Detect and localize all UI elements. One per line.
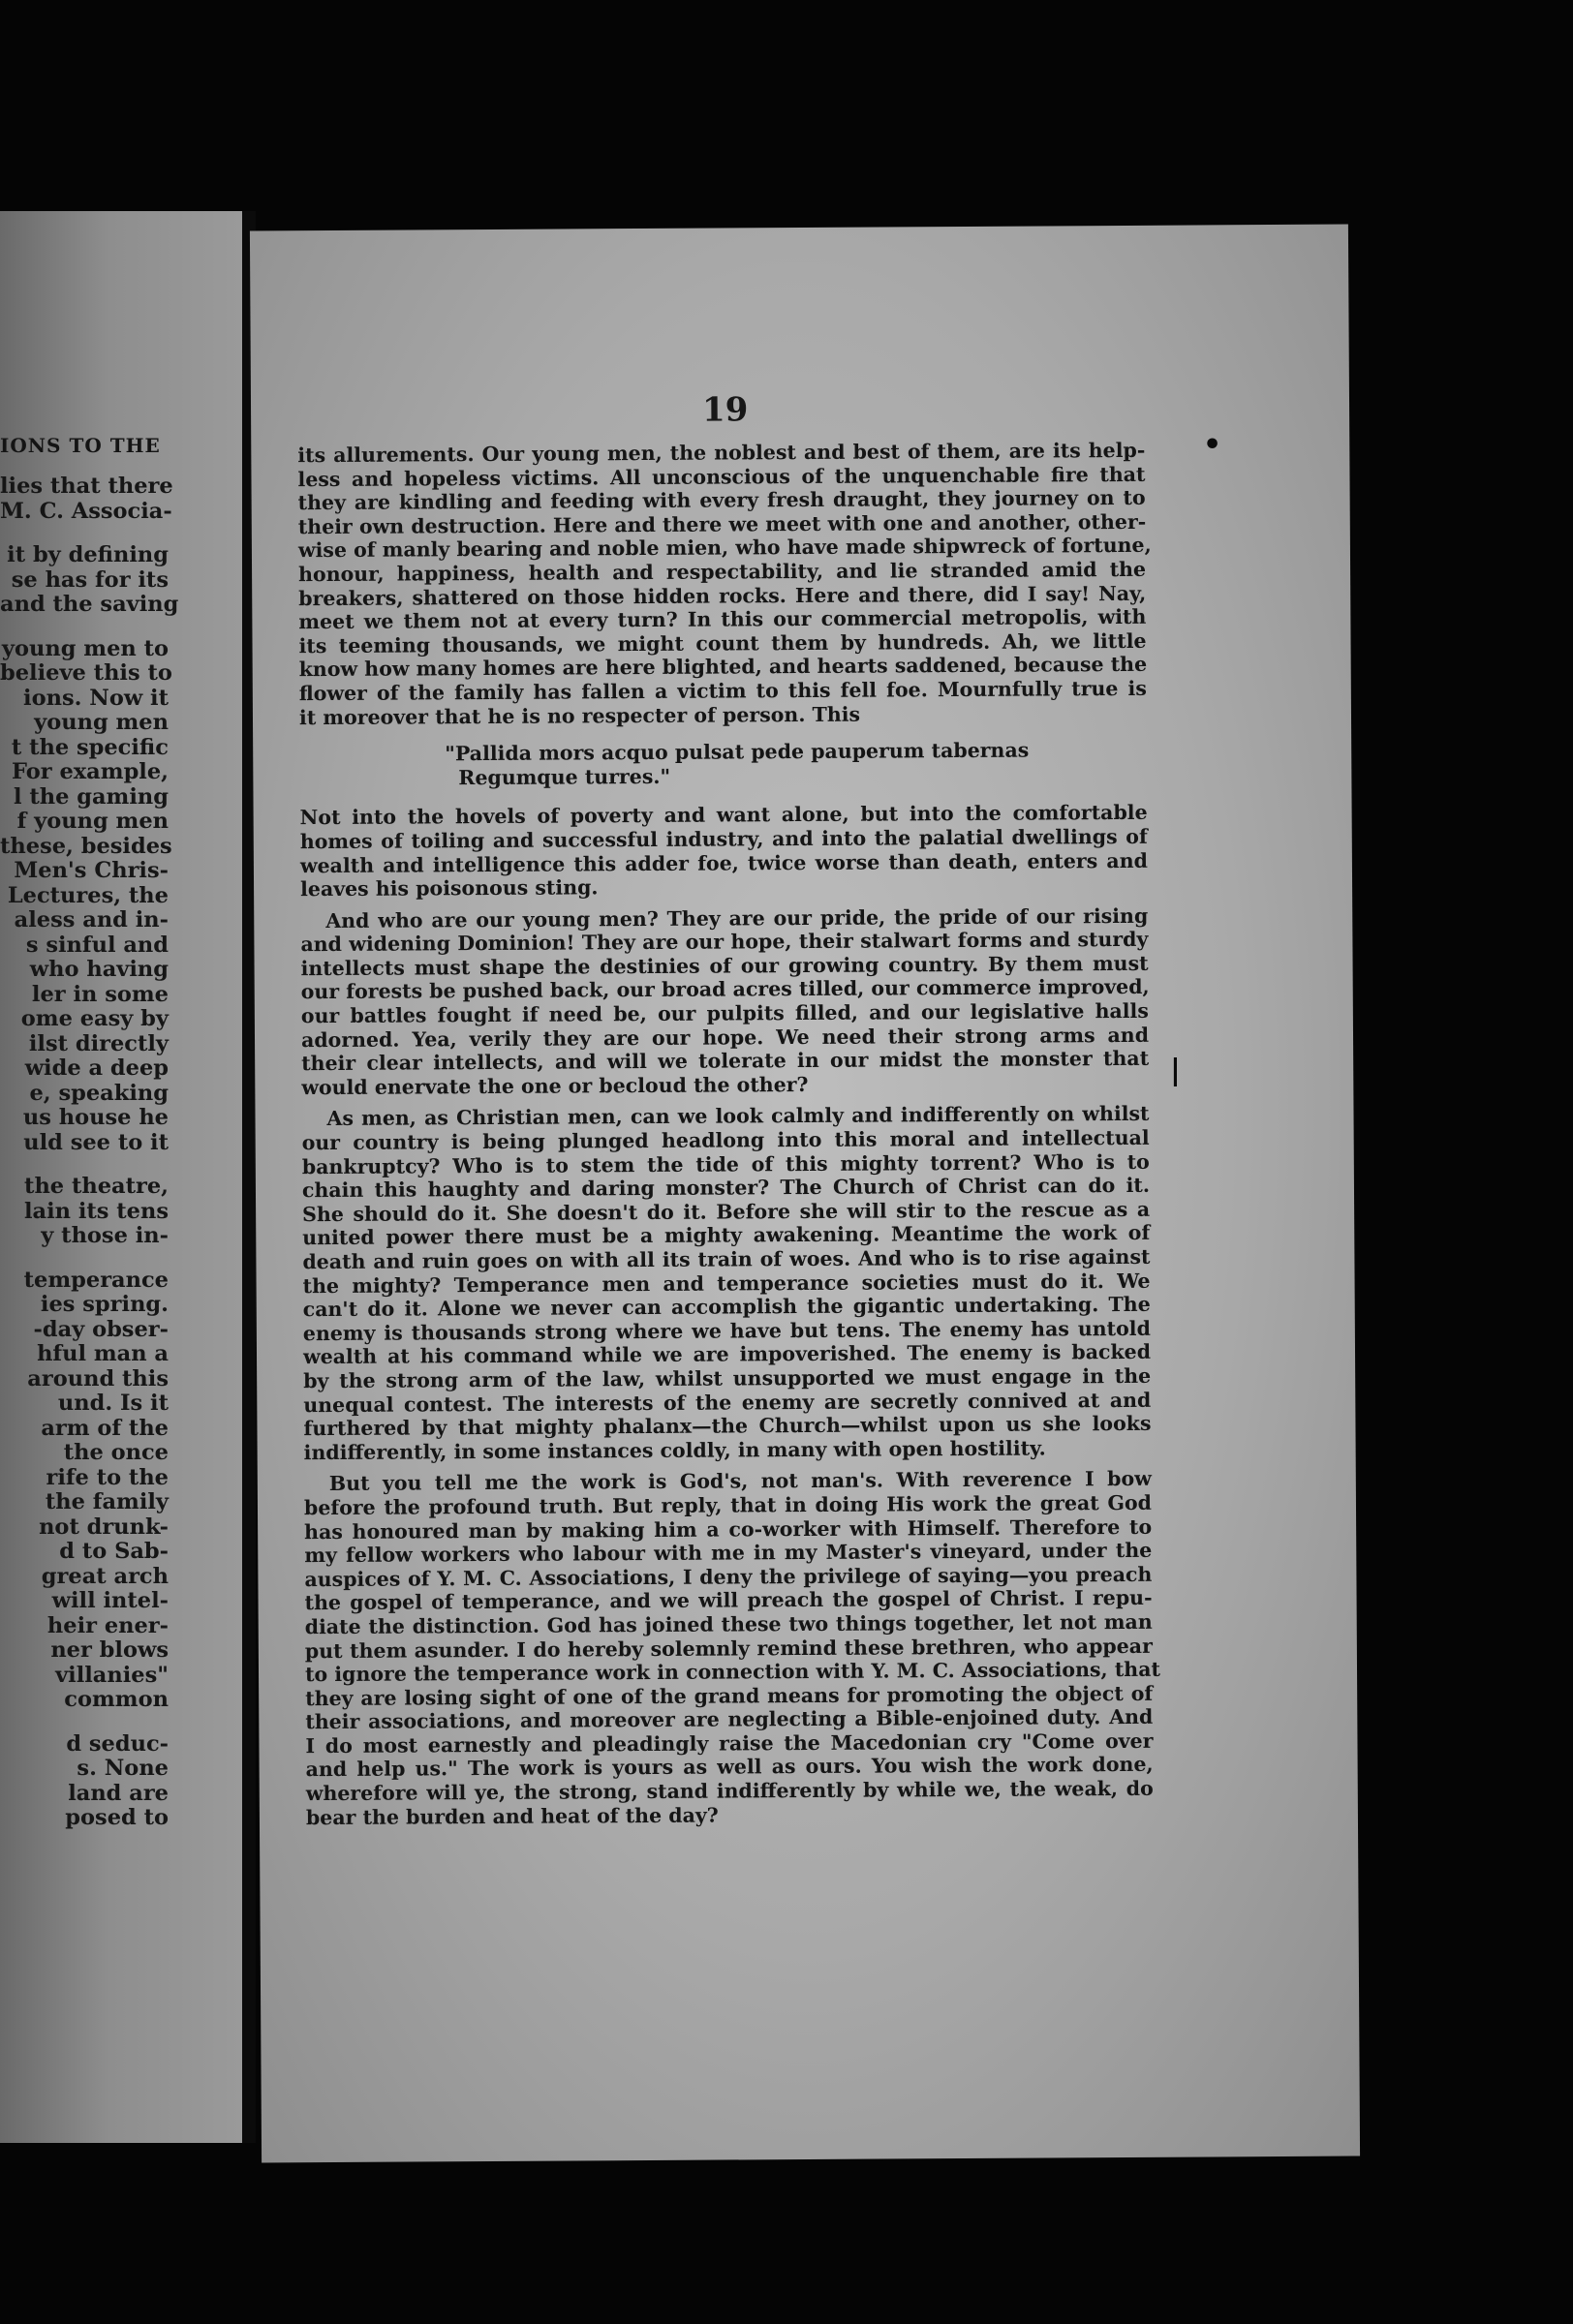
- left-page-line: these, besides: [0, 833, 172, 859]
- left-page-line: common: [64, 1687, 169, 1712]
- left-page-line: will intel-: [51, 1588, 169, 1613]
- text-line: Not into the hovels of poverty and want alone, but into the comfortable: [299, 801, 1148, 830]
- text-line: furthered by that mighty phalanx—the Church—whilst upon us she looks: [303, 1411, 1152, 1441]
- left-page-line: Lectures, the: [7, 882, 169, 908]
- left-page-line: ions. Now it: [23, 685, 169, 711]
- left-page-line: d seduc-: [66, 1730, 169, 1757]
- text-line: our country is being plunged headlong into this moral and intellectual: [301, 1125, 1150, 1155]
- text-line: their own destruction. Here and there we meet with one and another, other-: [297, 509, 1147, 538]
- left-page-gap: [0, 524, 242, 543]
- text-line: their associations, and moreover are neglecting a Bible-enjoined duty. And: [305, 1705, 1154, 1734]
- text-line: wealth at his command while we are impoverished. The enemy is backed: [302, 1340, 1152, 1369]
- text-line: meet we them not at every turn? In this our commercial metropolis, with: [298, 604, 1147, 634]
- left-page-line: the once: [63, 1440, 169, 1465]
- text-line: it moreover that he is no respecter of person. This: [298, 702, 861, 729]
- text-line: adorned. Yea, verily they are our hope. We need their strong arms and: [300, 1023, 1150, 1052]
- left-page-line: hful man a: [37, 1341, 169, 1366]
- left-page-line: For example,: [12, 759, 169, 784]
- text-line: their clear intellects, and will we tolerate in our midst the monster that: [301, 1047, 1150, 1076]
- left-page-line: s. None: [77, 1756, 169, 1781]
- quote-line: "Pallida mors acquo pulsat pede pauperum tabernas: [445, 738, 1030, 766]
- text-line: the gospel of temperance, and we will preach the gospel of Christ. I repu-: [304, 1586, 1153, 1615]
- text-line: my fellow workers who labour with me in my Master's vineyard, under the: [304, 1538, 1153, 1568]
- left-page-line: not drunk-: [39, 1514, 169, 1540]
- left-page-line: se has for its: [11, 566, 169, 593]
- text-line: I do most earnestly and pleadingly raise the Macedonian cry "Come over: [305, 1728, 1154, 1758]
- left-page-gap: [0, 1155, 242, 1175]
- left-page-line: around this: [27, 1365, 169, 1391]
- text-line: before the profound truth. But reply, that in doing His work the great God: [303, 1490, 1153, 1520]
- left-page-line: and the saving: [0, 592, 179, 617]
- left-page-line: ies spring.: [40, 1292, 169, 1317]
- left-page-line: e, speaking: [29, 1080, 169, 1106]
- left-page-line: uld see to it: [23, 1129, 169, 1155]
- left-page-line: y those in-: [41, 1223, 169, 1248]
- right-page: [250, 225, 1360, 2163]
- left-page-line: it by defining: [7, 542, 169, 567]
- left-page-gap: [0, 1249, 242, 1269]
- text-line: the mighty? Temperance men and temperance societies must do it. We: [302, 1269, 1151, 1298]
- left-page-line: lies that there: [0, 474, 173, 499]
- left-page-line: f young men: [16, 809, 169, 834]
- left-page-line: us house he: [22, 1105, 169, 1130]
- text-line: wise of manly bearing and noble mien, who have made shipwreck of fortune,: [297, 534, 1152, 563]
- text-line: death and ruin goes on with all its train of woes. And who is to rise against: [302, 1244, 1151, 1274]
- text-line: less and hopeless victims. All unconscious of the unquenchable fire that: [297, 462, 1146, 491]
- text-line: flower of the family has fallen a victim to this fell foe. Mournfully true is: [298, 676, 1147, 706]
- left-page-line: M. C. Associa-: [0, 498, 172, 524]
- text-line: its allurements. Our young men, the noblest and best of them, are its help-: [297, 438, 1146, 468]
- left-page-line: wide a deep: [24, 1055, 169, 1081]
- text-line: can't do it. Alone we never can accomplish the gigantic undertaking. The: [302, 1293, 1151, 1322]
- paragraph: [303, 1467, 1160, 1829]
- left-page-line: l the gaming: [13, 783, 169, 810]
- paragraph: [300, 801, 1149, 902]
- text-line: honour, happiness, health and respectability, and lie stranded amid the: [298, 557, 1147, 587]
- text-line: leaves his poisonous sting.: [299, 875, 599, 902]
- text-line: As men, as Christian men, can we look calmly and indifferently on whilst: [326, 1102, 1150, 1131]
- text-line: to ignore the temperance work in connection with Y. M. C. Associations, that: [304, 1657, 1160, 1687]
- text-line: bankruptcy? Who is to stem the tide of this mighty torrent? Who is to: [301, 1149, 1150, 1178]
- left-page-line: temperance: [23, 1267, 169, 1293]
- left-page-line: und. Is it: [57, 1391, 169, 1416]
- left-page-gap: [0, 1713, 242, 1732]
- text-line: wherefore will ye, the strong, stand indifferently by while we, the weak, do: [305, 1776, 1154, 1806]
- left-page-line: great arch: [41, 1563, 169, 1589]
- text-line: enemy is thousands strong where we have but tens. The enemy has untold: [302, 1316, 1151, 1345]
- text-line: our battles fought if need be, our pulpits filled, and our legislative halls: [300, 998, 1149, 1028]
- left-page-line: ome easy by: [20, 1006, 169, 1031]
- left-page-line: ilst directly: [28, 1030, 169, 1056]
- paragraph: [297, 438, 1152, 729]
- left-page-line: s sinful and: [25, 932, 169, 958]
- page-body-text: [297, 438, 1160, 1838]
- text-line: intellects must shape the destinies of our growing country. By them must: [300, 951, 1149, 981]
- text-line: has honoured man by making him a co-worker with Himself. Therefore to: [304, 1514, 1153, 1544]
- text-line: indifferently, in some instances coldly, in many with open hostility.: [303, 1436, 1046, 1464]
- text-line: bear the burden and heat of the day?: [305, 1803, 719, 1829]
- text-line: would enervate the one or becloud the other?: [301, 1072, 809, 1100]
- margin-dot-mark: •: [1203, 428, 1222, 462]
- left-page-line: posed to: [65, 1805, 169, 1830]
- text-line: they are losing sight of one of the grand means for promoting the object of: [305, 1681, 1154, 1710]
- text-line: unequal contest. The interests of the enemy are secretly connived at and: [303, 1388, 1152, 1417]
- left-page-line: ler in some: [31, 981, 169, 1007]
- text-line: they are kindling and feeding with every fresh draught, they journey on to: [297, 486, 1146, 515]
- left-page-line: heir ener-: [46, 1612, 169, 1638]
- text-line: and help us." The work is yours as well as ours. You wish the work done,: [305, 1753, 1154, 1782]
- margin-bracket-mark: |: [1170, 1054, 1181, 1087]
- text-line: our forests be pushed back, our broad acres tilled, our commerce improved,: [300, 975, 1150, 1004]
- paragraph: [301, 1102, 1151, 1464]
- text-line: and widening Dominion! They are our hope, their stalwart forms and sturdy: [300, 928, 1149, 957]
- left-page-heading: IONS TO THE: [0, 434, 161, 457]
- left-page-line: rife to the: [46, 1464, 169, 1490]
- left-page-line: Men's Chris-: [14, 858, 169, 883]
- text-line: homes of toiling and successful industry, and into the palatial dwellings of: [299, 824, 1148, 854]
- text-line: chain this haughty and daring monster? The Church of Christ can do it.: [301, 1174, 1151, 1203]
- left-page-line: the family: [45, 1489, 169, 1514]
- left-page-line: the theatre,: [24, 1174, 169, 1199]
- left-page-line: young men to: [1, 635, 169, 661]
- text-line: And who are our young men? They are our pride, the pride of our rising: [325, 903, 1149, 933]
- text-line: put them asunder. I do hereby solemnly remind these brethren, who appear: [304, 1634, 1153, 1663]
- text-line: She should do it. She doesn't do it. Before she will stir to the rescue as a: [302, 1197, 1151, 1226]
- text-line: united power there must be a mighty awakening. Meantime the work of: [302, 1221, 1151, 1250]
- left-page-line: t the specific: [11, 734, 169, 760]
- text-line: diate the distinction. God has joined these two things together, let not man: [304, 1609, 1153, 1639]
- left-page-gap: [0, 618, 242, 637]
- text-line: But you tell me the work is God's, not man's. With reverence I bow: [328, 1467, 1152, 1496]
- left-page-line: believe this to: [0, 660, 172, 686]
- text-line: its teeming thousands, we might count them by hundreds. Ah, we little: [298, 628, 1147, 657]
- left-page-line: -day obser-: [33, 1316, 169, 1342]
- left-page-line: villanies": [55, 1662, 169, 1688]
- left-page-text: [0, 474, 242, 1831]
- left-page-line: d to Sab-: [59, 1539, 169, 1564]
- left-page-line: arm of the: [41, 1415, 169, 1441]
- left-page-line: young men: [34, 710, 169, 735]
- left-page-line: aless and in-: [14, 907, 169, 933]
- paragraph: [300, 904, 1149, 1100]
- left-page-line: lain its tens: [23, 1198, 169, 1224]
- text-line: by the strong arm of the law, whilst unsupported we must engage in the: [303, 1363, 1152, 1393]
- left-page-fragment: [0, 211, 242, 2143]
- left-page-line: land are: [68, 1780, 169, 1806]
- text-line: know how many homes are here blighted, and hearts saddened, because the: [298, 653, 1148, 682]
- left-page-line: who having: [29, 957, 169, 982]
- text-line: auspices of Y. M. C. Associations, I deny the privilege of saying—you preach: [304, 1562, 1153, 1591]
- text-line: breakers, shattered on those hidden rocks. Here and there, did I say! Nay,: [298, 581, 1147, 610]
- text-line: wealth and intelligence this adder foe, twice worse than death, enters and: [299, 848, 1148, 877]
- left-page-line: ner blows: [50, 1637, 169, 1663]
- latin-quotation: [299, 738, 1147, 791]
- page-number: 19: [701, 390, 749, 430]
- quote-line: Regumque turres.": [458, 764, 671, 789]
